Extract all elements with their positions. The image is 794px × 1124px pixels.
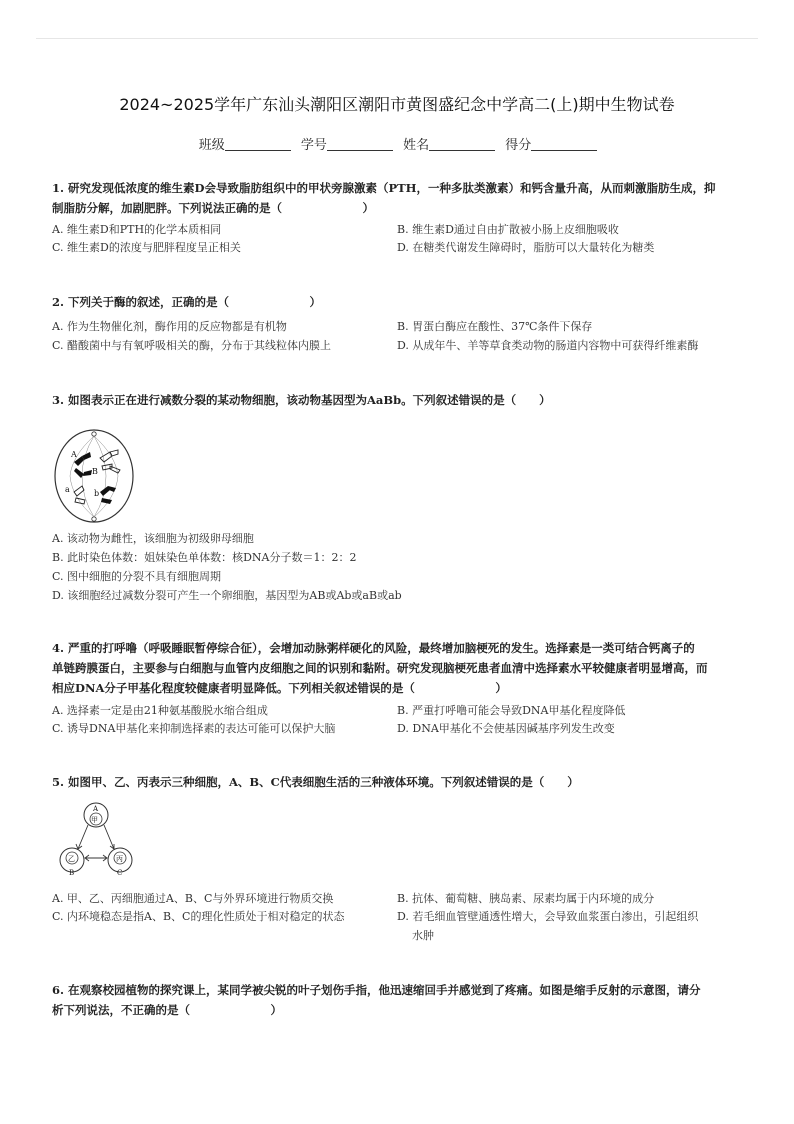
question-2-option-d: D. 从成年牛、羊等草食类动物的肠道内容物中可获得纤维素酶 — [397, 339, 699, 352]
question-4-option-c: C. 诱导DNA甲基化来抑制选择素的表达可能可以保护大脑 — [52, 722, 336, 735]
question-4-option-b: B. 严重打呼噜可能会导致DNA甲基化程度降低 — [397, 704, 626, 717]
name-label: 姓名 — [403, 138, 430, 153]
question-2-stem: 2. 下列关于酶的叙述，正确的是（ ） — [52, 295, 322, 309]
question-3-option-b: B. 此时染色体数：姐妹染色单体数：核DNA分子数＝1：2：2 — [52, 551, 357, 564]
fig5-label-jia: 甲 — [91, 816, 98, 824]
question-5-option-d-line2: 水肿 — [412, 929, 434, 942]
question-5-option-d-line1: D. 若毛细血管壁通透性增大，会导致血浆蛋白渗出，引起组织 — [397, 910, 699, 923]
question-4-stem-line1: 4. 严重的打呼噜（呼吸睡眠暂停综合征），会增加动脉粥样硬化的风险，最终增加脑梗死的发生。选择素是一类可结合钙离子的 — [52, 641, 695, 655]
question-3-option-d: D. 该细胞经过减数分裂可产生一个卵细胞，基因型为AB或Ab或aB或ab — [52, 589, 402, 602]
question-3-option-a: A. 该动物为雌性，该细胞为初级卵母细胞 — [52, 532, 254, 545]
score-blank — [531, 138, 597, 151]
question-4-option-a: A. 选择素一定是由21种氨基酸脱水缩合组成 — [52, 704, 268, 717]
question-2-option-c: C. 醋酸菌中与有氧呼吸相关的酶，分布于其线粒体内膜上 — [52, 339, 332, 352]
question-1-option-b: B. 维生素D通过自由扩散被小肠上皮细胞吸收 — [397, 223, 619, 236]
fig3-label-a: a — [65, 485, 70, 494]
class-label: 班级 — [198, 138, 225, 153]
meiosis-cell-figure — [52, 426, 136, 526]
fig3-label-A: A — [71, 450, 77, 459]
question-6-stem-line2: 析下列说法，不正确的是（ ） — [52, 1003, 282, 1017]
question-1-stem — [52, 178, 742, 218]
number-blank — [327, 138, 393, 151]
fig5-label-yi: 乙 — [68, 855, 75, 863]
fig3-label-B: B — [92, 467, 98, 476]
question-1-option-d: D. 在糖类代谢发生障碍时，脂肪可以大量转化为糖类 — [397, 241, 655, 254]
fig3-label-b: b — [94, 489, 100, 498]
student-info-line — [0, 134, 794, 153]
question-1-stem-line1: 1. 研究发现低浓度的维生素D会导致脂肪组织中的甲状旁腺激素（PTH，一种多肽类激素）和钙含量升高，从而刺激脂肪生成，抑 — [52, 181, 716, 195]
class-blank — [225, 138, 291, 151]
body-fluid-figure — [54, 800, 138, 884]
fig5-label-C: C — [117, 869, 123, 877]
question-4-stem-line3: 相应DNA分子甲基化程度较健康者明显降低。下列相关叙述错误的是（ ） — [52, 681, 507, 695]
question-5-stem: 5. 如图甲、乙、丙表示三种细胞，A、B、C代表细胞生活的三种液体环境。下列叙述错误的是（ ） — [52, 775, 579, 789]
question-5-option-c: C. 内环境稳态是指A、B、C的理化性质处于相对稳定的状态 — [52, 910, 345, 923]
fig5-label-B: B — [69, 869, 75, 877]
question-5-option-a: A. 甲、乙、丙细胞通过A、B、C与外界环境进行物质交换 — [52, 892, 334, 905]
question-6-stem — [52, 980, 742, 1020]
question-5-option-b: B. 抗体、葡萄糖、胰岛素、尿素均属于内环境的成分 — [397, 892, 655, 905]
fig5-label-bing: 丙 — [116, 855, 123, 863]
question-2-option-b: B. 胃蛋白酶应在酸性、37℃条件下保存 — [397, 320, 593, 333]
name-blank — [429, 138, 495, 151]
question-1-option-a: A. 维生素D和PTH的化学本质相同 — [52, 223, 222, 236]
score-label: 得分 — [505, 138, 532, 153]
question-4-option-d: D. DNA甲基化不会使基因碱基序列发生改变 — [397, 722, 615, 735]
question-2-option-a: A. 作为生物催化剂，酶作用的反应物都是有机物 — [52, 320, 287, 333]
question-4-stem-line2: 单链跨膜蛋白，主要参与白细胞与血管内皮细胞之间的识别和黏附。研究发现脑梗死患者血清中选择素水平较健康者明显增高，而 — [52, 661, 708, 675]
question-1-stem-line2: 制脂肪分解，加剧肥胖。下列说法正确的是（ ） — [52, 201, 374, 215]
question-1-option-c: C. 维生素D的浓度与肥胖程度呈正相关 — [52, 241, 241, 254]
question-3-stem: 3. 如图表示正在进行减数分裂的某动物细胞，该动物基因型为AaBb。下列叙述错误的是（ ） — [52, 393, 551, 407]
exam-title: 2024~2025学年广东汕头潮阳区潮阳市黄图盛纪念中学高二(上)期中生物试卷 — [119, 95, 675, 114]
number-label: 学号 — [300, 138, 327, 153]
question-4-stem — [52, 638, 742, 698]
question-6-stem-line1: 6. 在观察校园植物的探究课上，某同学被尖锐的叶子划伤手指，他迅速缩回手并感觉到了疼痛。如图是缩手反射的示意图，请分 — [52, 983, 701, 997]
question-3-option-c: C. 图中细胞的分裂不具有细胞周期 — [52, 570, 222, 583]
page-top-rule — [36, 38, 758, 39]
fig5-label-A: A — [93, 805, 99, 813]
